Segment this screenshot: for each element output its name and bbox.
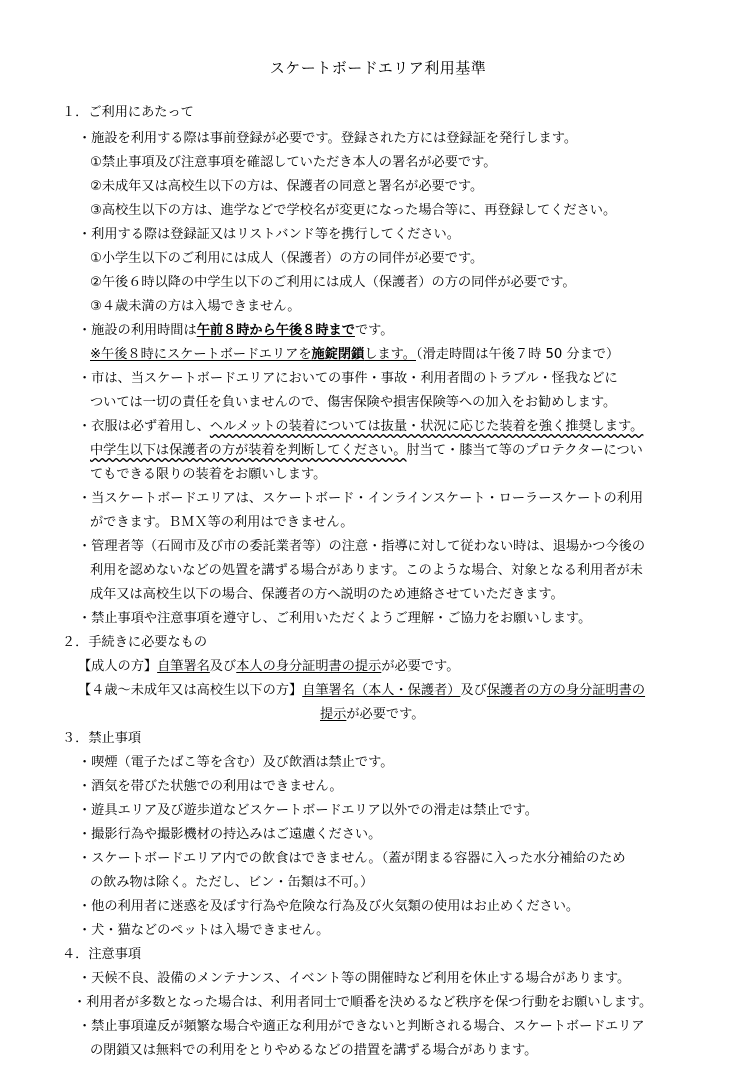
rule-cooperation: ・禁止事項や注意事項を遵守し、ご利用いただくようご理解・ご協力をお願いします。 <box>78 611 592 626</box>
procedure-minor-line-2 <box>320 705 424 725</box>
rule-manager-line-3: 成年又は高校生以下の場合、保護者の方へ説明のため連絡させていただきます。 <box>90 587 564 602</box>
hours-note-c: します。 <box>364 347 416 362</box>
rule-manager-line-2: 利用を認めないなどの処置を講ずる場合があります。このような場合、対象となる利用者が未 <box>90 563 643 578</box>
procedure-minor-label: 【４歳～未成年又は高校生以下の方】 <box>78 683 303 698</box>
rule-carry-card-item-1: ①小学生以下のご利用には成人（保護者）の方の同伴が必要です。 <box>90 251 484 266</box>
page-title: スケートボードエリア利用基準 <box>269 59 487 77</box>
protection-prefix: ・衣服は必ず着用し、 <box>78 419 210 434</box>
procedure-adult-and: 及び <box>209 659 237 674</box>
rule-hours <box>78 321 393 341</box>
section-heading-prohibited: ３．禁止事項 <box>62 731 142 746</box>
rule-protection-line-2 <box>90 441 643 461</box>
procedure-adult-label: 【成人の方】 <box>78 659 158 674</box>
rule-liability-line-2: ついては一切の責任を負いませんので、傷害保険や損害保険等への加入をお勧めします。 <box>90 395 617 410</box>
hours-note-a: ※午後８時にスケートボードエリアを <box>90 347 312 362</box>
hours-time: 午前８時から午後８時まで <box>196 323 355 338</box>
rule-registration-item-3: ③高校生以下の方は、進学などで学校名が変更になった場合等に、再登録してください。 <box>90 203 617 218</box>
rule-carry-card-item-2: ②午後６時以降の中学生以下のご利用には成人（保護者）の方の同伴が必要です。 <box>90 275 576 290</box>
note-closure-line-2: の閉鎖又は無料での利用をとりやめるなどの措置を講ずる場合があります。 <box>90 1043 538 1058</box>
procedure-minor-line-1 <box>78 681 645 701</box>
hours-suffix: です。 <box>354 323 394 338</box>
prohibited-filming: ・撮影行為や撮影機材の持込みはご遠慮ください。 <box>78 827 382 842</box>
procedure-adult <box>78 657 459 677</box>
procedure-minor-signature: 自筆署名（本人・保護者） <box>302 683 461 698</box>
section-heading-usage: １．ご利用にあたって <box>62 105 194 120</box>
procedure-adult-signature: 自筆署名 <box>157 659 210 674</box>
procedure-minor-present: 提示 <box>320 707 347 722</box>
prohibited-smoking: ・喫煙（電子たばこ等を含む）及び飲酒は禁止です。 <box>78 755 394 770</box>
rule-carry-card-item-3: ③４歳未満の方は入場できません。 <box>90 299 301 314</box>
prohibited-eating-line-2: の飲み物は除く。ただし、ビン・缶類は不可。） <box>90 875 374 890</box>
note-closure-line-1: ・禁止事項違反が頻繁な場合や適正な利用ができないと判断される場合、スケートボードエリア <box>78 1019 645 1034</box>
rule-protection-line-3: てもできる限りの装着をお願いします。 <box>90 467 327 482</box>
procedure-adult-id: 本人の身分証明書の提示 <box>236 659 382 674</box>
note-order: ・利用者が多数となった場合は、利用者同士で順番を決めるなど秩序を保つ行動をお願いします。 <box>73 995 653 1010</box>
note-suspension: ・天候不良、設備のメンテナンス、イベント等の開催時など利用を休止する場合があります。 <box>78 971 631 986</box>
prohibited-eating-line-1: ・スケートボードエリア内での飲食はできません。（蓋が閉まる容器に入った水分補給のため <box>78 851 626 866</box>
protection-junior: 中学生以下は保護者の方が装着を判断してください。 <box>90 443 407 458</box>
rule-allowed-line-2: ができます。ＢＭＸ等の利用はできません。 <box>90 515 354 530</box>
procedure-minor-id: 保護者の方の身分証明書の <box>486 683 646 698</box>
section-heading-procedure: ２．手続きに必要なもの <box>62 635 208 650</box>
procedure-minor-and: 及び <box>460 683 487 698</box>
rule-carry-card: ・利用する際は登録証又はリストバンド等を携行してください。 <box>78 227 460 242</box>
prohibited-outside-area: ・遊具エリア及び遊歩道などスケートボードエリア以外での滑走は禁止です。 <box>78 803 538 818</box>
rule-liability-line-1: ・市は、当スケートボードエリアにおいての事件・事故・利用者間のトラブル・怪我などに <box>78 371 618 386</box>
procedure-minor-required: が必要です。 <box>346 707 425 722</box>
rule-manager-line-1: ・管理者等（石岡市及び市の委託業者等）の注意・指導に対して従わない時は、退場かつ今後の <box>78 539 646 554</box>
prohibited-nuisance: ・他の利用者に迷惑を及ぼす行為や危険な行為及び火気類の使用はお止めください。 <box>78 899 580 914</box>
rule-protection-line-1 <box>78 417 643 437</box>
rule-allowed-line-1: ・当スケートボードエリアは、スケートボード・インラインスケート・ローラースケートの利用 <box>78 491 644 506</box>
protection-helmet: ヘルメットの装着については抜量・状況に応じた装着を強く推奨します。 <box>209 419 644 434</box>
rule-registration-item-1: ①禁止事項及び注意事項を確認していただき本人の署名が必要です。 <box>90 155 497 170</box>
prohibited-drunk: ・酒気を帯びた状態での利用はできません。 <box>78 779 343 794</box>
rule-registration: ・施設を利用する際は事前登録が必要です。登録された方には登録証を発行します。 <box>78 131 578 146</box>
procedure-adult-required: が必要です。 <box>381 659 460 674</box>
hours-note-sliding: （滑走時間は午後７時 50 分まで） <box>415 347 620 362</box>
hours-note-lock: 施錠閉鎖 <box>311 347 365 362</box>
protection-pads: 肘当て・膝当て等のプロテクターについ <box>406 443 643 458</box>
rule-hours-note <box>90 345 619 365</box>
rule-registration-item-2: ②未成年又は高校生以下の方は、保護者の同意と署名が必要です。 <box>90 179 484 194</box>
prohibited-pets: ・犬・猫などのペットは入場できません。 <box>78 923 330 938</box>
hours-prefix: ・施設の利用時間は <box>78 323 197 338</box>
section-heading-notes: ４．注意事項 <box>62 947 142 962</box>
